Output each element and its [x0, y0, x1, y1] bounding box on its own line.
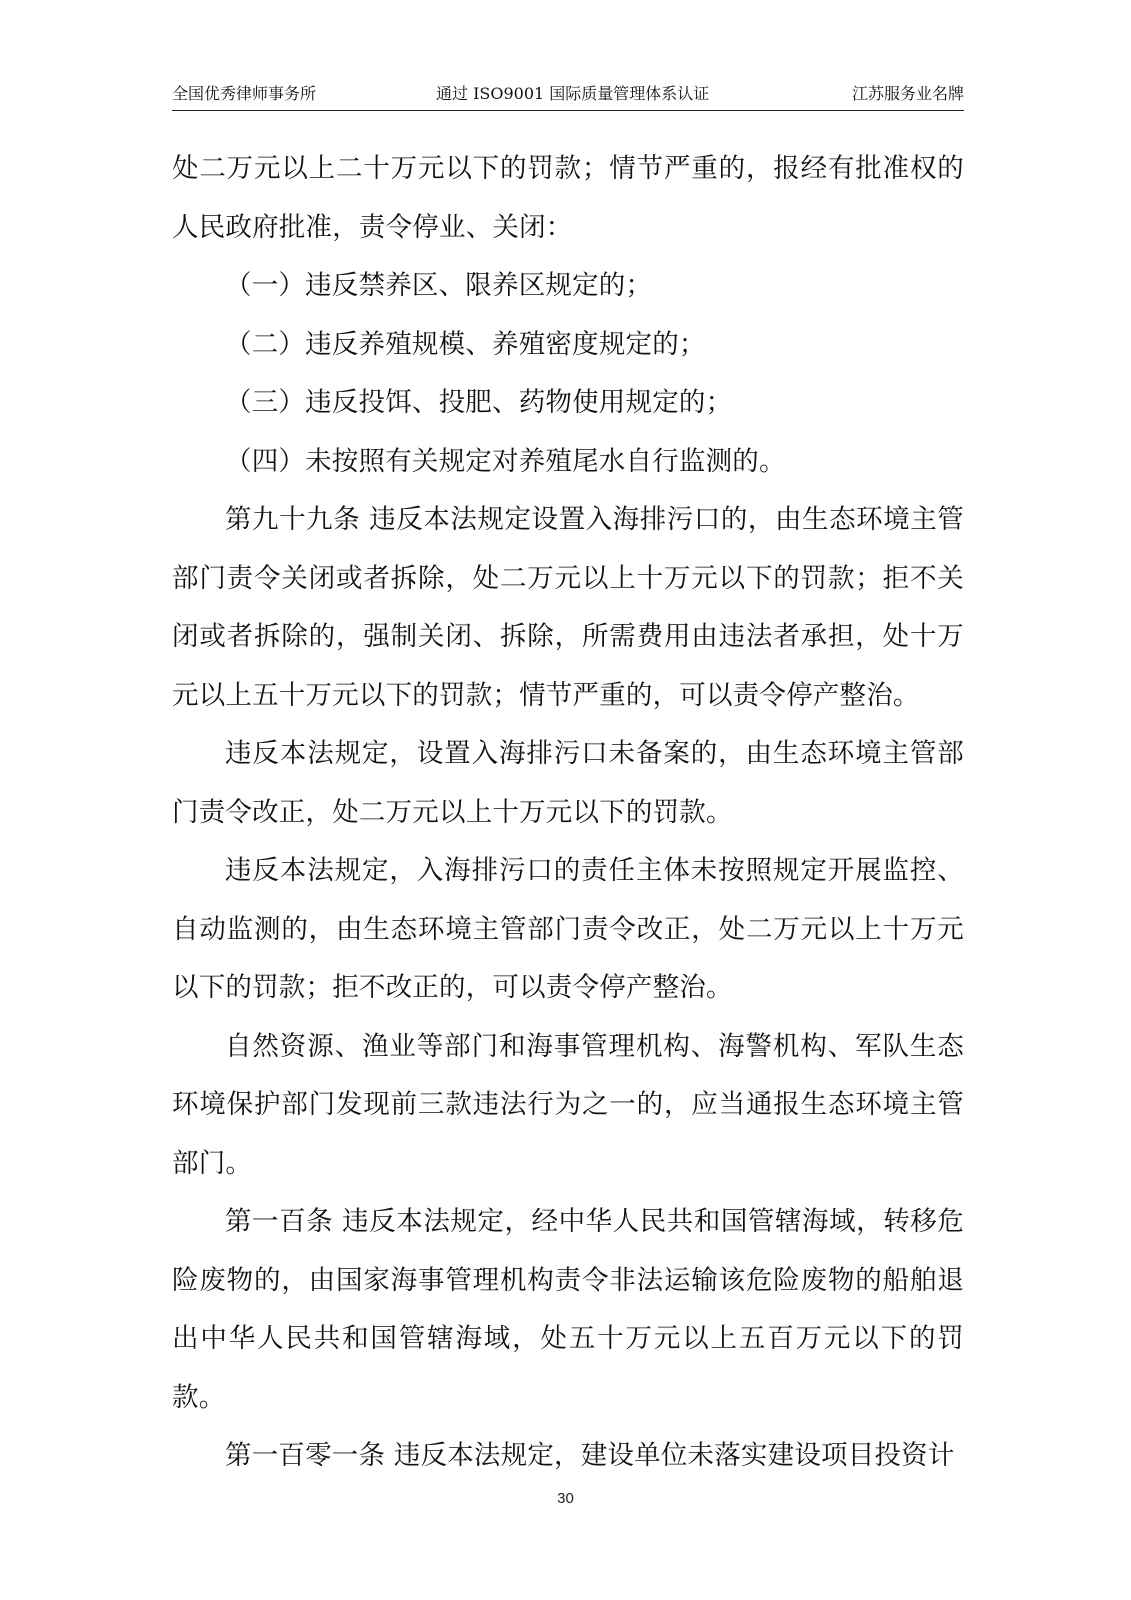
list-item-4: （四）未按照有关规定对养殖尾水自行监测的。 [225, 445, 786, 477]
article-99-para-4: 自然资源、渔业等部门和海事管理机构、海警机构、军队生态环境保护部门发现前三款违法行为之一的，应当通报生态环境主管部门。 [172, 1030, 964, 1179]
page-number: 30 [557, 1490, 574, 1507]
list-item-2: （二）违反养殖规模、养殖密度规定的； [225, 328, 706, 360]
list-item-3: （三）违反投饵、投肥、药物使用规定的； [225, 387, 733, 418]
page-header [172, 80, 964, 111]
header-brand: 江苏服务业名牌 [851, 84, 964, 103]
list-item-1: （一）违反禁养区、限养区规定的； [225, 270, 653, 301]
header-firm-name: 全国优秀律师事务所 [172, 84, 317, 103]
article-101: 第一百零一条 违反本法规定，建设单位未落实建设项目投资计 [225, 1440, 955, 1471]
article-99-para-2: 违反本法规定，设置入海排污口未备案的，由生态环境主管部门责令改正，处二万元以上十万元以下的罚款。 [172, 738, 964, 828]
article-99-para-3: 违反本法规定，入海排污口的责任主体未按照规定开展监控、自动监测的，由生态环境主管部门责令改正，处二万元以上十万元以下的罚款；拒不改正的，可以责令停产整治。 [172, 855, 964, 1003]
header-certification: 通过 ISO9001 国际质量管理体系认证 [436, 84, 710, 103]
paragraph-continuation: 处二万元以上二十万元以下的罚款；情节严重的，报经有批准权的人民政府批准，责令停业、关闭： [172, 153, 964, 243]
article-99: 第九十九条 违反本法规定设置入海排污口的，由生态环境主管部门责令关闭或者拆除，处二万元以上十万元以下的罚款；拒不关闭或者拆除的，强制关闭、拆除，所需费用由违法者承担，处十万元以上五十万元以下的罚款；情节严重的，可以责令停产整治。 [172, 504, 964, 711]
document-body [172, 140, 964, 1486]
article-100: 第一百条 违反本法规定，经中华人民共和国管辖海域，转移危险废物的，由国家海事管理机构责令非法运输该危险废物的船舶退出中华人民共和国管辖海域，处五十万元以上五百万元以下的罚款。 [172, 1206, 964, 1413]
